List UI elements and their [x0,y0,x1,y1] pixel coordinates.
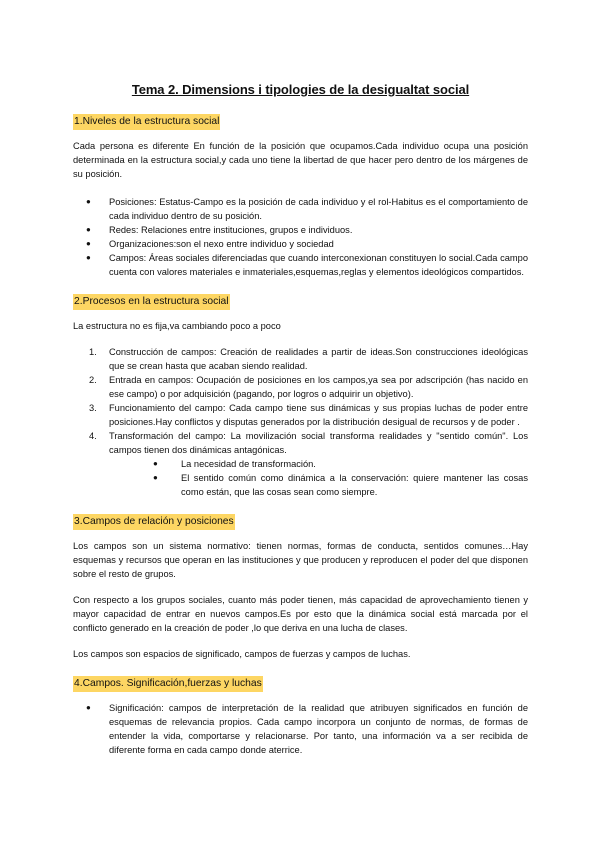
list-item: ● La necesidad de transformación. [153,459,316,469]
section-3-paragraph-3: Los campos son espacios de significado, campos de fuerzas y campos de luchas. [73,649,411,659]
list-item: 3. Funcionamiento del campo: Cada campo tiene sus dinámicas y sus propias luchas de poder entre posiciones.Hay conflictos y disputas generados por la distribución desigual de recursos y de poder . [89,403,528,427]
bullet-icon: ● [153,459,158,468]
section-4-heading: 4.Campos. Significación,fuerzas y luchas [73,676,263,692]
section-1-heading: 1.Niveles de la estructura social [73,114,220,130]
list-item: 1. Construcción de campos: Creación de realidades a partir de ideas.Son construcciones ideológicas que se crean hasta que acaban siendo realidad. [89,347,528,371]
section-3-heading: 3.Campos de relación y posiciones [73,514,235,530]
section-3-paragraph-2: Con respecto a los grupos sociales, cuanto más poder tienen, más capacidad de aprovechamiento tienen y mayor capacidad de entrar en nuevos campos.Es por esto que la dinámica social está marcada por el conflicto generado en la creación de poder ,lo que deriva en una lucha de clases. [73,595,528,633]
document-content [73,82,528,757]
list-item: ● Posiciones: Estatus-Campo es la posición de cada individuo y el rol-Habitus es el comportamiento de cada individuo dentro de su posición. [86,197,528,221]
bullet-icon: ● [86,225,91,234]
bullet-icon: ● [153,473,158,482]
section-3-paragraph-1: Los campos son un sistema normativo: tienen normas, formas de conducta, sentidos comunes…Hay esquemas y recursos que operan en las instituciones y que producen y reproducen el poder del que disponen sobre el resto de grupos. [73,541,528,579]
section-2-heading: 2.Procesos en la estructura social [73,294,230,310]
list-item: 4. Transformación del campo: La movilización social transforma realidades y "sentido común". Los campos tienen dos dinámicas antagónicas. ● La necesidad de transformación. ● El sentido común como dinámica a la conservación: quiere mantener las cosas como están, que las cosas sean como siempre. [89,431,528,497]
bullet-icon: ● [86,239,91,248]
list-item: ● Campos: Áreas sociales diferenciadas que cuando interconexionan constituyen lo social.Cada campo cuenta con valores materiales e inmateriales,esquemas,reglas y elementos ideológicos compartidos. [86,253,528,277]
section-1-intro: Cada persona es diferente En función de la posición que ocupamos.Cada individuo ocupa una posición determinada en la estructura social,y cada uno tiene la libertad de que hacer pero dentro de los márgenes de su posición. [73,141,528,179]
section-2-numbered-list [73,345,528,499]
list-item: ● Significación: campos de interpretación de la realidad que atribuyen significados en función de esquemas de relevancia propios. Cada campo incorpora un conjunto de normas, de formas de entender la vida, comportarse y relacionarse. Por tanto, una información va a ser recibida de diferente forma en cada campo donde aterrice. [86,703,528,755]
list-item: 2. Entrada en campos: Ocupación de posiciones en los campos,ya sea por adscripción (has nacido en ese campo) o por adquisición (pagando, por logros o adquirir un objetivo). [89,375,528,399]
bullet-icon: ● [86,253,91,262]
section-2-intro: La estructura no es fija,va cambiando poco a poco [73,321,281,331]
section-1-bullet-list [73,195,528,279]
list-item: ● Redes: Relaciones entre instituciones, grupos e individuos. [86,225,353,235]
section-2-sub-list [145,457,528,499]
page-title: Tema 2. Dimensions i tipologies de la desigualtat social [131,82,470,97]
bullet-icon: ● [86,197,91,206]
bullet-icon: ● [86,703,91,712]
list-item: ● El sentido común como dinámica a la conservación: quiere mantener las cosas como están, que las cosas sean como siempre. [153,473,528,497]
section-4-bullet-list [73,701,528,757]
list-item: ● Organizaciones:son el nexo entre individuo y sociedad [86,239,334,249]
